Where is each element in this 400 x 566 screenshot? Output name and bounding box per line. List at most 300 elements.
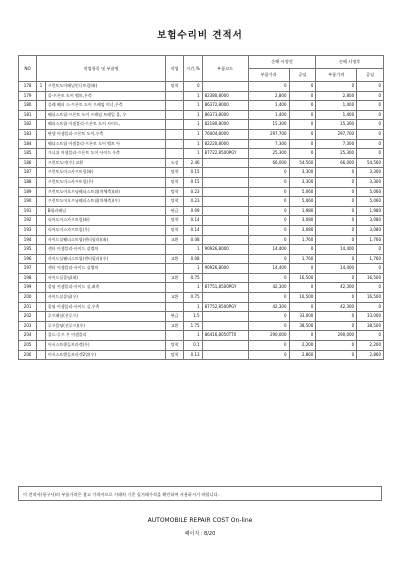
row-part-code xyxy=(202,312,248,322)
table-row xyxy=(19,293,384,303)
row-mark xyxy=(37,302,46,312)
row-parts-price-before: 297,700 xyxy=(248,129,289,139)
table-row xyxy=(19,254,384,264)
table-row xyxy=(19,110,384,120)
row-labor-after: 2,200 xyxy=(357,341,384,351)
row-labor-before: 38,500 xyxy=(289,321,316,331)
row-mark xyxy=(37,187,46,197)
row-part-code xyxy=(202,254,248,264)
row-parts-price-before: 15,300 xyxy=(248,120,289,130)
table-row xyxy=(19,283,384,293)
row-work-type xyxy=(166,91,184,101)
header-work-item: 작업항목 및 부품명 xyxy=(37,56,166,82)
row-parts-price-after: 15,300 xyxy=(316,120,357,130)
row-work-type xyxy=(166,110,184,120)
document-title: 보험수리비 견적서 xyxy=(157,30,243,41)
row-mark xyxy=(37,120,46,130)
table-row xyxy=(19,82,384,92)
row-parts-price-after: 0 xyxy=(316,312,357,322)
row-hours: 1 xyxy=(184,101,202,111)
row-parts-price-after: 0 xyxy=(316,254,357,264)
row-part-code xyxy=(202,216,248,226)
row-hours: 0.23 xyxy=(184,187,202,197)
row-part-code xyxy=(202,168,248,178)
row-parts-price-before: 25,300 xyxy=(248,149,289,159)
row-no: 189 xyxy=(19,187,37,197)
row-labor-before: 5,060 xyxy=(289,197,316,207)
row-parts-price-before: 0 xyxy=(248,293,289,303)
row-work-type: 탈착 xyxy=(166,197,184,207)
row-item: 사이드실웨더스트립(센터필러)(우) xyxy=(45,254,165,264)
row-part-code: 82180,8000 xyxy=(202,120,248,130)
row-parts-price-after: 0 xyxy=(316,293,357,303)
row-no: 205 xyxy=(19,341,37,351)
row-item: 플레 웨더 스-프론트 도어 프레임 이너,우측 xyxy=(45,101,165,111)
row-item: 루프패널(선루프) xyxy=(45,312,165,322)
row-item: 프런트도어패널인너트림(좌) xyxy=(45,82,165,92)
row-labor-before: 0 xyxy=(289,331,316,341)
row-hours: 1 xyxy=(184,264,202,274)
row-labor-after: 3,080 xyxy=(357,216,384,226)
row-mark xyxy=(37,331,46,341)
row-part-code xyxy=(202,225,248,235)
row-mark xyxy=(37,177,46,187)
row-part-code: 87752,8500PGY xyxy=(202,302,248,312)
row-parts-price-after: 2,800 xyxy=(316,91,357,101)
table-row xyxy=(19,331,384,341)
row-part-code xyxy=(202,350,248,360)
estimate-rows xyxy=(19,82,384,360)
row-parts-price-before: 0 xyxy=(248,206,289,216)
row-mark xyxy=(37,91,46,101)
row-item: B필러패널 xyxy=(45,206,165,216)
row-labor-before: 0 xyxy=(289,245,316,255)
table-row xyxy=(19,120,384,130)
page-number: 페이지 : 8/20 xyxy=(184,531,216,537)
row-hours: 1 xyxy=(184,120,202,130)
row-labor-before: 0 xyxy=(289,110,316,120)
row-hours: 1 xyxy=(184,110,202,120)
row-no: 191 xyxy=(19,206,37,216)
row-work-type xyxy=(166,139,184,149)
row-parts-price-before: 0 xyxy=(248,216,289,226)
header-row xyxy=(19,56,384,69)
row-labor-after: 1,760 xyxy=(357,235,384,245)
row-parts-price-before: 1,400 xyxy=(248,110,289,120)
row-work-type xyxy=(166,283,184,293)
row-labor-before: 0 xyxy=(289,149,316,159)
row-parts-price-after: 0 xyxy=(316,350,357,360)
row-part-code: 86416,8050TTX xyxy=(202,331,248,341)
row-hours: 1 xyxy=(184,283,202,293)
row-labor-after: 16,500 xyxy=(357,293,384,303)
row-work-type: 탈착 xyxy=(166,187,184,197)
row-part-code: 90926,8000 xyxy=(202,245,248,255)
row-mark xyxy=(37,197,46,207)
row-work-type: 탈착 xyxy=(166,168,184,178)
row-work-type: 교환 xyxy=(166,235,184,245)
row-parts-price-before: 0 xyxy=(248,82,289,92)
row-part-code: 90926,8000 xyxy=(202,264,248,274)
table-row xyxy=(19,235,384,245)
row-mark xyxy=(37,245,46,255)
row-parts-price-before: 0 xyxy=(248,254,289,264)
row-item: 몰-프론트 도어 벨트,우측 xyxy=(45,91,165,101)
table-row xyxy=(19,302,384,312)
row-parts-price-after: 290,000 xyxy=(316,331,357,341)
row-labor-before: 0 xyxy=(289,101,316,111)
row-parts-price-after: 0 xyxy=(316,197,357,207)
row-parts-price-before: 290,000 xyxy=(248,331,289,341)
row-hours: 0.75 xyxy=(184,293,202,303)
row-hours: 1.5 xyxy=(184,312,202,322)
row-hours: 0.08 xyxy=(184,235,202,245)
row-mark xyxy=(37,283,46,293)
row-parts-price-after: 0 xyxy=(316,235,357,245)
row-no: 185 xyxy=(19,149,37,159)
row-labor-after: 0 xyxy=(357,264,384,274)
row-mark xyxy=(37,110,46,120)
row-part-code: 87722,8500PGY xyxy=(202,149,248,159)
footer-title: AUTOMOBILE REPAIR COST On-line xyxy=(147,517,253,524)
row-no: 190 xyxy=(19,197,37,207)
row-labor-after: 5,060 xyxy=(357,197,384,207)
row-parts-price-after: 0 xyxy=(316,168,357,178)
header-labor-2: 공임 xyxy=(357,69,384,82)
row-no: 202 xyxy=(19,312,37,322)
row-labor-after: 38,500 xyxy=(357,321,384,331)
row-labor-after: 3,300 xyxy=(357,177,384,187)
row-work-type: 판금 xyxy=(166,312,184,322)
row-item: 가니쉬 어셈블리-프론트 도어 사이드 우측 xyxy=(45,149,165,159)
row-parts-price-before: 14,400 xyxy=(248,245,289,255)
row-labor-after: 0 xyxy=(357,129,384,139)
row-parts-price-before: 0 xyxy=(248,187,289,197)
row-hours: 1 xyxy=(184,149,202,159)
row-work-type: 교환 xyxy=(166,321,184,331)
row-labor-after: 54,560 xyxy=(357,158,384,168)
table-row xyxy=(19,101,384,111)
row-work-type: 판금 xyxy=(166,206,184,216)
row-work-type: 교환 xyxy=(166,293,184,303)
row-labor-after: 3,300 xyxy=(357,168,384,178)
header-after-adjust: 손해 사정후 xyxy=(316,56,384,69)
row-work-type xyxy=(166,245,184,255)
row-hours: 1 xyxy=(184,302,202,312)
row-part-code xyxy=(202,187,248,197)
row-item: 웨더스트립 어셈블리-프론트 도어 사이드, xyxy=(45,120,165,130)
row-parts-price-before: 2,800 xyxy=(248,91,289,101)
row-parts-price-after: 14,400 xyxy=(316,264,357,274)
row-hours: 0.14 xyxy=(184,216,202,226)
row-no: 203 xyxy=(19,321,37,331)
row-work-type xyxy=(166,101,184,111)
row-work-type: 탈착 xyxy=(166,216,184,226)
row-parts-price-after: 0 xyxy=(316,216,357,226)
row-item: 몰드-루프 우 어셈블리 xyxy=(45,331,165,341)
row-work-type: 탈착 xyxy=(166,350,184,360)
row-labor-before: 3,300 xyxy=(289,177,316,187)
row-hours: 0 xyxy=(184,82,202,92)
row-no: 198 xyxy=(19,273,37,283)
row-mark xyxy=(37,225,46,235)
row-parts-price-before: 66,000 xyxy=(248,158,289,168)
row-labor-after: 0 xyxy=(357,91,384,101)
table-row xyxy=(19,91,384,101)
row-no: 197 xyxy=(19,264,37,274)
row-mark xyxy=(37,206,46,216)
row-parts-price-before: 0 xyxy=(248,273,289,283)
row-labor-after: 33,000 xyxy=(357,312,384,322)
row-mark xyxy=(37,216,46,226)
row-no: 183 xyxy=(19,129,37,139)
table-row xyxy=(19,129,384,139)
row-parts-price-before: 42,300 xyxy=(248,283,289,293)
row-part-code xyxy=(202,206,248,216)
header-work-type: 작업 xyxy=(166,56,184,82)
row-labor-before: 3,080 xyxy=(289,216,316,226)
row-mark xyxy=(37,254,46,264)
row-labor-after: 0 xyxy=(357,120,384,130)
row-parts-price-after: 66,000 xyxy=(316,158,357,168)
row-work-type: 탈착 xyxy=(166,82,184,92)
row-work-type xyxy=(166,120,184,130)
row-labor-before: 0 xyxy=(289,82,316,92)
row-labor-before: 0 xyxy=(289,91,316,101)
row-parts-price-before: 0 xyxy=(248,177,289,187)
row-parts-price-before: 0 xyxy=(248,235,289,245)
row-item: 프런트도어(우) 교환 xyxy=(45,158,165,168)
row-part-code xyxy=(202,235,248,245)
row-part-code xyxy=(202,177,248,187)
row-labor-after: 1,760 xyxy=(357,254,384,264)
row-labor-after: 0 xyxy=(357,149,384,159)
row-no: 182 xyxy=(19,120,37,130)
row-part-code: 86372,8000 xyxy=(202,101,248,111)
row-hours: 0.15 xyxy=(184,168,202,178)
row-parts-price-before: 7,300 xyxy=(248,139,289,149)
row-parts-price-after: 0 xyxy=(316,82,357,92)
row-labor-after: 2,860 xyxy=(357,350,384,360)
row-labor-before: 0 xyxy=(289,139,316,149)
header-part-code: 부품코드 xyxy=(202,56,248,82)
row-parts-price-before: 0 xyxy=(248,341,289,351)
table-row xyxy=(19,341,384,351)
row-labor-after: 0 xyxy=(357,110,384,120)
table-row xyxy=(19,206,384,216)
row-hours: 1 xyxy=(184,245,202,255)
row-mark xyxy=(37,312,46,322)
row-labor-before: 0 xyxy=(289,120,316,130)
row-part-code: 86373,8000 xyxy=(202,110,248,120)
row-no: 181 xyxy=(19,110,37,120)
row-part-code: 87751,8500PGY xyxy=(202,283,248,293)
row-item: 사이드실웨더스트립(센터필러)(좌) xyxy=(45,235,165,245)
row-mark xyxy=(37,158,46,168)
row-item: 프런트도어오프닝웨더스트립(차체측)(좌) xyxy=(45,187,165,197)
row-labor-after: 1,980 xyxy=(357,206,384,216)
row-mark xyxy=(37,168,46,178)
row-work-type xyxy=(166,149,184,159)
row-no: 196 xyxy=(19,254,37,264)
row-no: 201 xyxy=(19,302,37,312)
row-part-code: 82220,8000 xyxy=(202,139,248,149)
row-mark xyxy=(37,129,46,139)
row-labor-before: 16,500 xyxy=(289,293,316,303)
row-labor-before: 33,000 xyxy=(289,312,316,322)
row-labor-before: 16,500 xyxy=(289,273,316,283)
row-part-code xyxy=(202,273,248,283)
row-labor-before: 0 xyxy=(289,264,316,274)
row-no: 194 xyxy=(19,235,37,245)
table-row xyxy=(19,177,384,187)
row-parts-price-after: 0 xyxy=(316,177,357,187)
header-before-adjust: 손해 사정전 xyxy=(248,56,316,69)
row-parts-price-after: 42,300 xyxy=(316,283,357,293)
row-no: 187 xyxy=(19,168,37,178)
row-no: 206 xyxy=(19,350,37,360)
row-no: 195 xyxy=(19,245,37,255)
table-row xyxy=(19,312,384,322)
table-row xyxy=(19,187,384,197)
row-parts-price-after: 0 xyxy=(316,187,357,197)
row-labor-after: 5,060 xyxy=(357,187,384,197)
table-row xyxy=(19,350,384,360)
row-item: 웨더스트립 어셈블리-프론트 도어 벨트 아 xyxy=(45,139,165,149)
row-item: 어시스트핸들브라켓2열(우) xyxy=(45,350,165,360)
row-parts-price-before: 1,400 xyxy=(248,101,289,111)
row-item: 센터 어셈블리-사이드 실캡처 xyxy=(45,245,165,255)
row-part-code: 76004,8000 xyxy=(202,129,248,139)
row-part-code xyxy=(202,293,248,303)
row-part-code xyxy=(202,82,248,92)
row-no: 184 xyxy=(19,139,37,149)
row-item: 몰딩 어셈블리-사이드 실,좌측 xyxy=(45,283,165,293)
row-no: 199 xyxy=(19,283,37,293)
row-parts-price-after: 0 xyxy=(316,321,357,331)
disclaimer-note: 이 견적서(청구서)의 부품가격은 참고 가격이므로 거래처 기준 실거래가격을 확인하여 사용하시기 바랍니다. xyxy=(18,486,382,501)
row-labor-before: 2,200 xyxy=(289,341,316,351)
row-hours: 0.13 xyxy=(184,350,202,360)
row-work-type xyxy=(166,302,184,312)
row-item: 웨더스트립-프론트 도어 프레임 트레일 몰, 우 xyxy=(45,110,165,120)
estimate-table xyxy=(18,55,384,360)
table-row xyxy=(19,225,384,235)
row-mark xyxy=(37,350,46,360)
row-parts-price-after: 0 xyxy=(316,225,357,235)
row-part-code xyxy=(202,321,248,331)
row-work-type: 탈착 xyxy=(166,177,184,187)
header-no: NO xyxy=(19,56,37,82)
row-item: 리어도어스카프트림(좌) xyxy=(45,216,165,226)
table-row xyxy=(19,321,384,331)
header-labor-1: 공임 xyxy=(289,69,316,82)
row-item: 사이드실몰딩(좌) xyxy=(45,273,165,283)
row-parts-price-after: 7,300 xyxy=(316,139,357,149)
row-labor-after: 16,500 xyxy=(357,273,384,283)
row-no: 180 xyxy=(19,101,37,111)
row-hours: 1 xyxy=(184,129,202,139)
row-work-type: 교환 xyxy=(166,254,184,264)
row-mark: 1 xyxy=(37,82,46,92)
row-labor-before: 3,300 xyxy=(289,168,316,178)
row-labor-before: 1,760 xyxy=(289,235,316,245)
table-row xyxy=(19,197,384,207)
row-labor-after: 0 xyxy=(357,302,384,312)
row-labor-before: 5,060 xyxy=(289,187,316,197)
table-row xyxy=(19,216,384,226)
row-item: 판넬 어셈블리-프론트 도어,우측 xyxy=(45,129,165,139)
row-no: 200 xyxy=(19,293,37,303)
row-work-type: 탈착 xyxy=(166,341,184,351)
row-work-type xyxy=(166,331,184,341)
row-part-code xyxy=(202,158,248,168)
row-parts-price-after: 1,400 xyxy=(316,110,357,120)
row-labor-after: 0 xyxy=(357,245,384,255)
row-item: 몰딩 어셈블리-사이드 실,우측 xyxy=(45,302,165,312)
row-hours: 0.14 xyxy=(184,225,202,235)
table-row xyxy=(19,158,384,168)
row-labor-after: 3,080 xyxy=(357,225,384,235)
row-parts-price-after: 0 xyxy=(316,206,357,216)
row-labor-before: 2,860 xyxy=(289,350,316,360)
row-no: 186 xyxy=(19,158,37,168)
row-part-code: 82380,8000 xyxy=(202,91,248,101)
row-parts-price-before: 0 xyxy=(248,168,289,178)
row-labor-before: 0 xyxy=(289,283,316,293)
row-hours: 1 xyxy=(184,139,202,149)
row-parts-price-before: 42,300 xyxy=(248,302,289,312)
table-row xyxy=(19,264,384,274)
row-item: 리어도어스카프트림(우) xyxy=(45,225,165,235)
table-row xyxy=(19,273,384,283)
row-parts-price-before: 0 xyxy=(248,197,289,207)
header-parts-price-1: 부품가격 xyxy=(248,69,289,82)
row-part-code xyxy=(202,341,248,351)
row-no: 193 xyxy=(19,225,37,235)
header-parts-price-2: 부품가격 xyxy=(316,69,357,82)
row-parts-price-before: 14,400 xyxy=(248,264,289,274)
row-hours: 0.15 xyxy=(184,177,202,187)
row-mark xyxy=(37,139,46,149)
row-item: 사이드실몰딩(우) xyxy=(45,293,165,303)
table-row xyxy=(19,245,384,255)
row-mark xyxy=(37,293,46,303)
row-labor-after: 0 xyxy=(357,101,384,111)
row-labor-before: 1,760 xyxy=(289,254,316,264)
row-labor-after: 0 xyxy=(357,283,384,293)
row-hours: 1 xyxy=(184,331,202,341)
row-parts-price-after: 1,400 xyxy=(316,101,357,111)
row-labor-before: 1,980 xyxy=(289,206,316,216)
table-row xyxy=(19,139,384,149)
row-part-code xyxy=(202,197,248,207)
row-mark xyxy=(37,341,46,351)
row-hours: 1.75 xyxy=(184,321,202,331)
row-hours: 0.1 xyxy=(184,341,202,351)
row-item: 루프몰딩(선루프)(우) xyxy=(45,321,165,331)
row-work-type: 교환 xyxy=(166,273,184,283)
row-parts-price-after: 0 xyxy=(316,341,357,351)
row-work-type xyxy=(166,129,184,139)
row-no: 178 xyxy=(19,82,37,92)
row-item: 어시스트핸들브라켓(우) xyxy=(45,341,165,351)
row-no: 188 xyxy=(19,177,37,187)
row-item: 프런트도어스카프트림(좌) xyxy=(45,168,165,178)
row-item: 프런트도어오프닝웨더스트립(차체측)(우) xyxy=(45,197,165,207)
row-no: 179 xyxy=(19,91,37,101)
row-mark xyxy=(37,101,46,111)
